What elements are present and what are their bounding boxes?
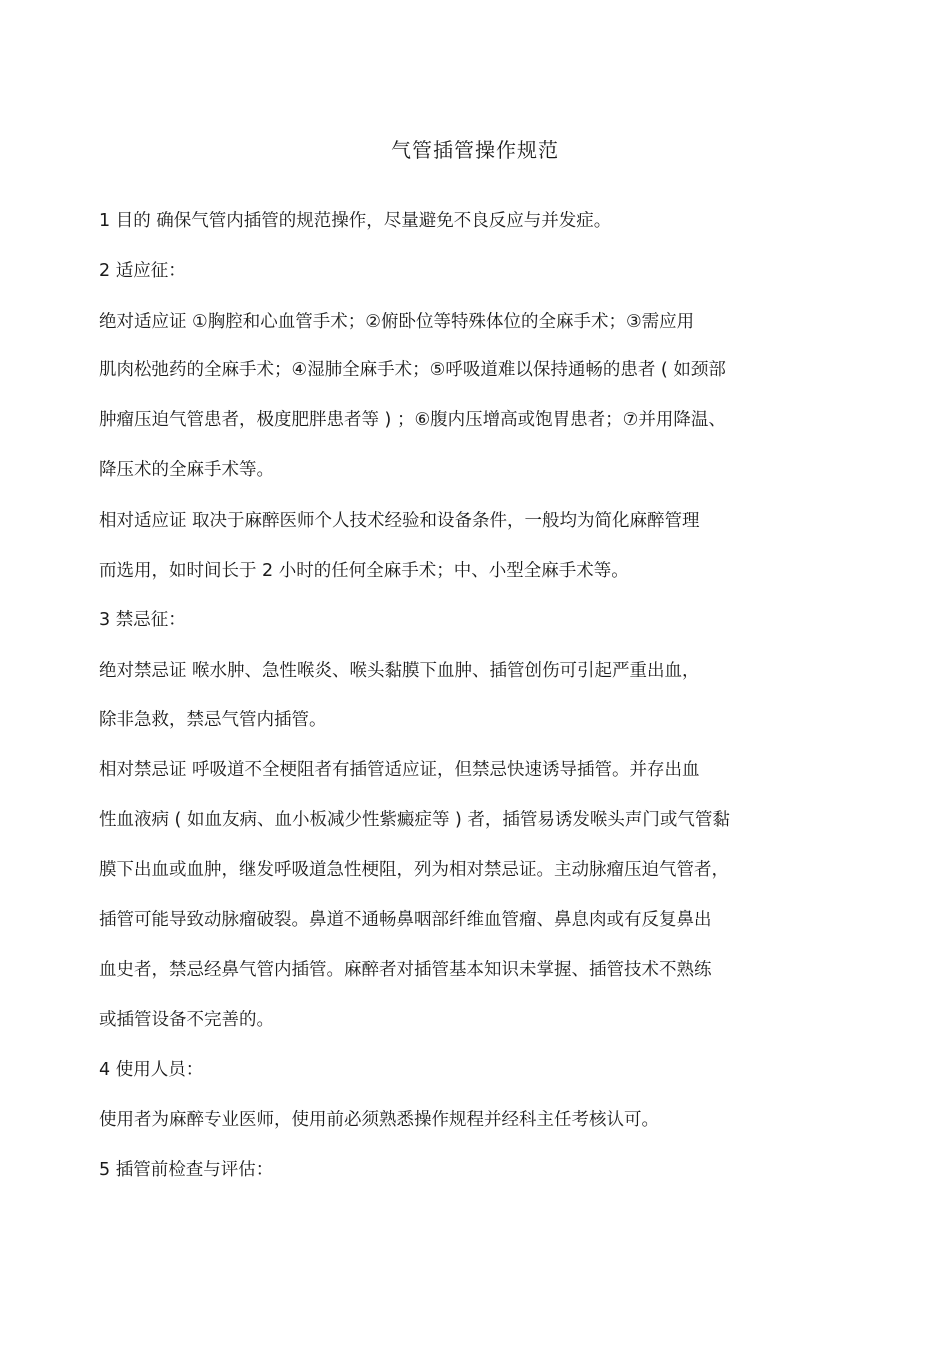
section-5-heading: 5 插管前检查与评估： [99, 1160, 274, 1180]
paragraph-line: 绝对适应证 ①胸腔和心血管手术；②俯卧位等特殊体位的全麻手术；③需应用 [99, 312, 695, 332]
paragraph-line: 膜下出血或血肿，继发呼吸道急性梗阻，列为相对禁忌证。主动脉瘤压迫气管者， [99, 860, 729, 880]
paragraph-line: 相对禁忌证 呼吸道不全梗阻者有插管适应证，但禁忌快速诱导插管。并存出血 [99, 760, 700, 780]
section-1-purpose: 1 目的 确保气管内插管的规范操作，尽量避免不良反应与并发症。 [99, 211, 612, 231]
paragraph-line: 插管可能导致动脉瘤破裂。鼻道不通畅鼻咽部纤维血管瘤、鼻息肉或有反复鼻出 [99, 910, 712, 930]
paragraph-line: 降压术的全麻手术等。 [99, 460, 274, 480]
section-4-heading: 4 使用人员： [99, 1060, 204, 1080]
section-2-heading: 2 适应征： [99, 261, 186, 281]
paragraph-line: 肿瘤压迫气管患者，极度肥胖患者等 ) ；⑥腹内压增高或饱胃患者；⑦并用降温、 [99, 410, 726, 430]
paragraph-line: 血史者，禁忌经鼻气管内插管。麻醉者对插管基本知识未掌握、插管技术不熟练 [99, 960, 712, 980]
section-3-heading: 3 禁忌征： [99, 610, 186, 630]
paragraph-line: 肌肉松弛药的全麻手术；④湿肺全麻手术；⑤呼吸道难以保持通畅的患者 ( 如颈部 [99, 360, 726, 380]
paragraph-line: 除非急救，禁忌气管内插管。 [99, 710, 327, 730]
paragraph-line: 而选用，如时间长于 2 小时的任何全麻手术；中、小型全麻手术等。 [99, 561, 629, 581]
paragraph-line: 性血液病 ( 如血友病、血小板减少性紫癜症等 ) 者，插管易诱发喉头声门或气管黏 [99, 810, 730, 830]
paragraph-line: 相对适应证 取决于麻醉医师个人技术经验和设备条件，一般均为简化麻醉管理 [99, 511, 700, 531]
paragraph-line: 使用者为麻醉专业医师，使用前必须熟悉操作规程并经科主任考核认可。 [99, 1110, 659, 1130]
paragraph-line: 绝对禁忌证 喉水肿、急性喉炎、喉头黏膜下血肿、插管创伤可引起严重出血， [99, 661, 700, 681]
paragraph-line: 或插管设备不完善的。 [99, 1010, 274, 1030]
document-title: 气管插管操作规范 [391, 138, 559, 162]
